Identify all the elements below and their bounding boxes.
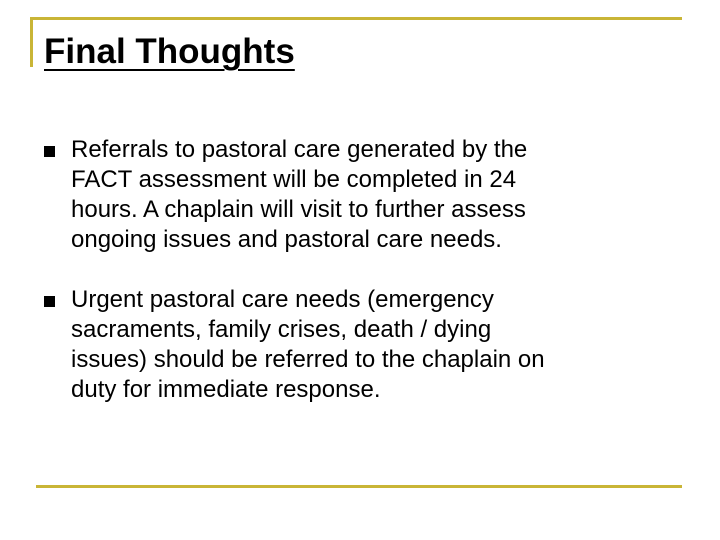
square-bullet-icon xyxy=(44,296,55,307)
bullet-item-referrals xyxy=(44,135,674,255)
frame-top-rule xyxy=(30,17,682,20)
square-bullet-icon xyxy=(44,146,55,157)
bullet-item-urgent-needs xyxy=(44,285,674,405)
frame-bottom-rule xyxy=(36,485,682,488)
bullet-list xyxy=(44,135,674,435)
frame-left-rule xyxy=(30,17,33,67)
bullet-text: Referrals to pastoral care generated by the FACT assessment will be completed in 24 hours. A chaplain will visit to further assess ongoing issues and pastoral care needs. xyxy=(71,136,528,253)
slide-title: Final Thoughts xyxy=(44,32,295,71)
bullet-text: Urgent pastoral care needs (emergency sacraments, family crises, death / dying issues) should be referred to the chaplain on duty for immediate response. xyxy=(71,286,545,403)
